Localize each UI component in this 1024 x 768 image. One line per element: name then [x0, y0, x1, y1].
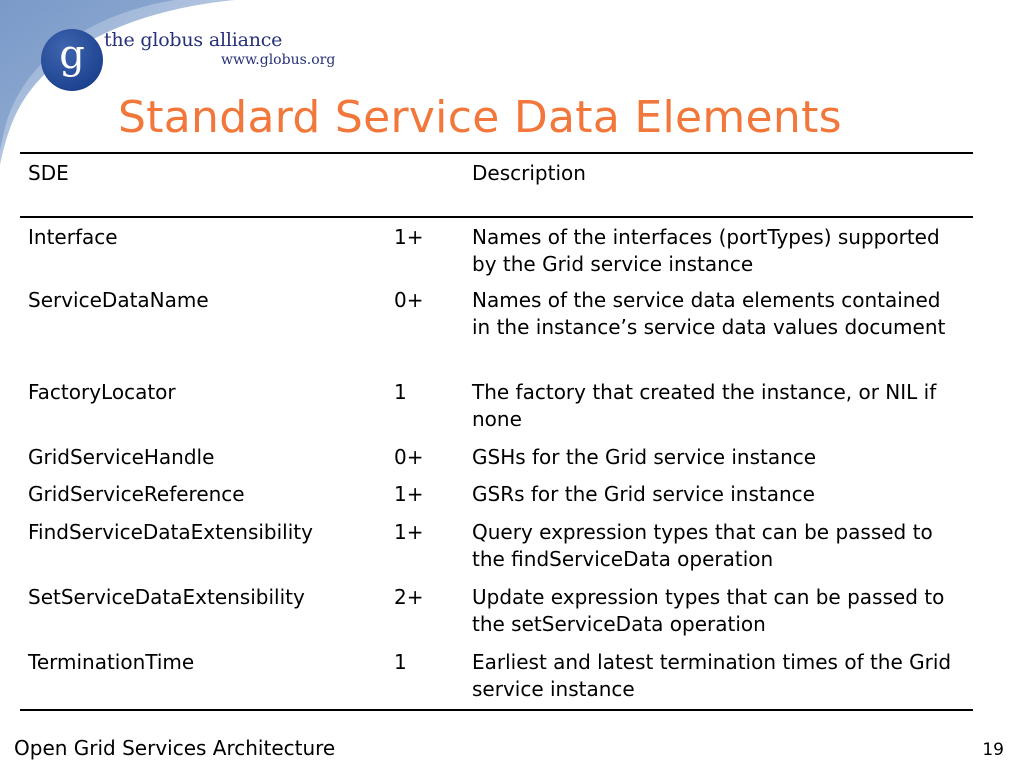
globus-logo-icon	[40, 28, 104, 92]
sde-name: SetServiceDataExtensibility	[28, 585, 305, 609]
sde-table	[20, 152, 973, 711]
header-description: Description	[472, 161, 586, 185]
table-header-row	[20, 154, 973, 216]
sde-cardinality: 1+	[394, 225, 424, 249]
sde-description: Names of the service data elements contained in the instance’s service data values document	[472, 288, 946, 339]
table-row	[20, 218, 973, 283]
sde-description: The factory that created the instance, or NIL if none	[472, 380, 937, 431]
sde-description: Earliest and latest termination times of the Grid service instance	[472, 650, 952, 701]
sde-name: GridServiceHandle	[28, 445, 215, 469]
corner-swoosh-decoration	[0, 0, 260, 170]
slide-footer: Open Grid Services Architecture	[14, 736, 336, 760]
table-row	[20, 515, 973, 580]
table-row	[20, 477, 973, 515]
table-row	[20, 440, 973, 477]
sde-name: GridServiceReference	[28, 482, 245, 506]
sde-description: Query expression types that can be passed to the findServiceData operation	[472, 520, 933, 571]
sde-cardinality: 1	[394, 380, 407, 404]
sde-cardinality: 2+	[394, 585, 424, 609]
sde-description: Update expression types that can be passed to the setServiceData operation	[472, 585, 945, 636]
sde-cardinality: 0+	[394, 288, 424, 312]
sde-name: FactoryLocator	[28, 380, 176, 404]
sde-description: GSRs for the Grid service instance	[472, 482, 815, 506]
sde-name: TerminationTime	[28, 650, 195, 674]
brand-name: the globus alliance	[104, 29, 283, 51]
sde-name: FindServiceDataExtensibility	[28, 520, 313, 544]
page-number: 19	[982, 740, 1004, 760]
sde-description: Names of the interfaces (portTypes) supported by the Grid service instance	[472, 225, 940, 276]
header-sde: SDE	[28, 161, 69, 185]
sde-name: ServiceDataName	[28, 288, 209, 312]
logo-letter: g	[59, 32, 85, 78]
sde-cardinality: 1+	[394, 482, 424, 506]
sde-cardinality: 1+	[394, 520, 424, 544]
sde-cardinality: 1	[394, 650, 407, 674]
table-row	[20, 580, 973, 645]
table-row	[20, 283, 973, 375]
table-bottom-rule	[20, 709, 973, 711]
table-row	[20, 375, 973, 440]
slide-title: Standard Service Data Elements	[118, 92, 842, 143]
table-row	[20, 645, 973, 709]
sde-description: GSHs for the Grid service instance	[472, 445, 817, 469]
brand-url: www.globus.org	[221, 52, 336, 68]
sde-name: Interface	[28, 225, 118, 249]
sde-cardinality: 0+	[394, 445, 424, 469]
